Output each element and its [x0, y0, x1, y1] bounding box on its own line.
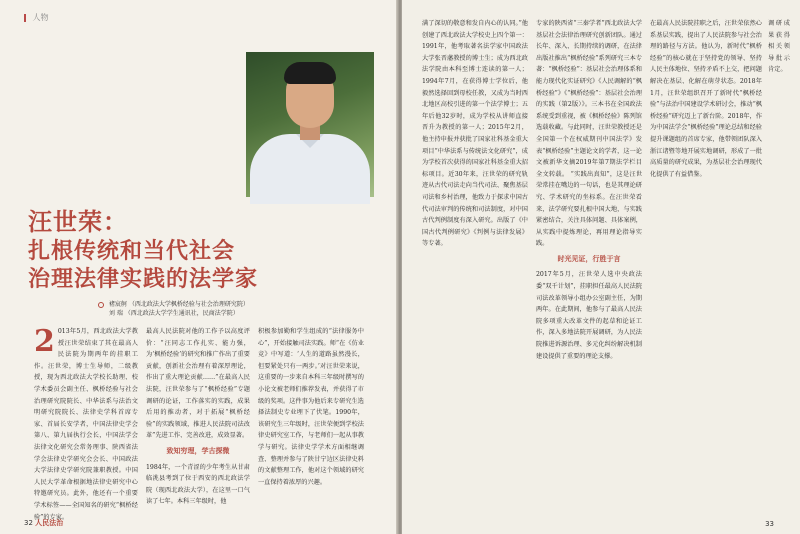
magazine-name: 人民法治 — [35, 519, 64, 527]
right-column-1 — [422, 18, 528, 516]
author-1-name: 褚宸舸 — [108, 301, 127, 308]
right-column-2 — [536, 18, 642, 516]
right-column-1-text: 满了深切的敬意和发自内心的认同。”他创建了西北政法大学校史上四个第一：1991年，他考取著名法学家中国政法大学张晋藩教授的博士生；成为西北政法学院由本科至博士连读的第一人；1994年7月，在获得博士学位后，他毅然选择回到母校任教，又成为当时西北地区高校引进的第一个法学博士；五年后他32岁时，成为学校从讲师直接晋升为教授的第一人；2015年2月，他主持申报并获批了国家社科基金重大项目“中华法系与传统法文化研究”，成为学校首次获得的国家社科基金重大招标项目。近30年来，汪世荣的研究轨迹从古代司法走向当代司法、聚焦基层司法和乡村治理，他致力于探求中国古代司法审判的传统和司法制度，对中国古代判例制度有深入研究。出版了《中国古代判例研究》《判例与法律发展》等专著。 — [422, 20, 528, 248]
left-column-3 — [258, 326, 364, 516]
author-bullet-icon — [98, 302, 104, 308]
right-column-3-text: 在最高人民法院挂职之后，汪世荣依然心系基层实践，提出了人民法院参与社会治理的路径与方法。他认为，新时代“枫桥经验”的核心就在于坚持党的领导、坚持人民主体地位、坚持矛盾不上交，把问题解决在基层、化解在萌芽状态。2018年1月，汪世荣组织召开了新时代“枫桥经验”与法治中国建设学术研讨会，推动“枫桥经验”研究迈上了新台阶。2018年，作为中国法学会“枫桥经验”理论总结和经验提升课题组的首席专家，他带领团队深入浙江诸暨等地开展实地调研，形成了一批高质量的研究成果，为基层社会治理现代化提供了有益借鉴。 — [650, 20, 762, 178]
subheading-2: 时光见证，行胜于言 — [557, 254, 621, 263]
title-line-3: 治理法律实践的法学家 — [28, 267, 259, 292]
section-marker-icon — [24, 14, 26, 22]
drop-cap: 2 — [34, 324, 55, 359]
left-column-1 — [34, 324, 138, 521]
author-2-affiliation: （西北政法大学学生通讯社，民商法学院） — [124, 310, 239, 317]
title-line-2: 扎根传统和当代社会 — [28, 239, 236, 264]
right-column-2-text: 专家的陕西省“三秦学者”西北政法大学基层社会法律治理研究创新团队。通过长年、深入、长期持续的调研，在法律出版社推出“枫桥经验”系列研究三本专著：“枫桥经验”：基层社会治理体系和能力现代化实证研究》《人民调解的“枫桥经验”》《“枫桥经验”：基层社会治理的实践（第2版）》。三本书在全国政法系统受到重视，被《枫桥经验》陈列馆选载收藏。与此同时，汪世荣教授还是全国第一个在权威期刊中国法学》发表“枫桥经验”主题论文的学者，这一论文被新华文摘2019年第7期法学栏目全文转载。 — [536, 20, 642, 178]
portrait-hair — [284, 62, 336, 84]
left-column-2 — [146, 326, 250, 516]
right-column-4-text: 调研成果获得相关领导批示肯定。 — [768, 20, 790, 74]
right-column-4 — [768, 18, 790, 516]
left-page-number: 32 — [24, 519, 33, 527]
subheading-1: 致知穷理，学古探微 — [166, 446, 230, 455]
author-2-name: 刘 瑞 — [108, 310, 123, 317]
right-column-2-quote: “实践出真知”，这是汪世荣常挂在嘴边的一句话，也是其理论研究、学术研究的坐标系。在汪世荣看来，法学研究要扎根中国大地，与实践紧密结合，关注具体问题、具体案例，从实践中提炼理论，再用理论指导实践。 — [536, 170, 643, 248]
author-byline — [98, 300, 249, 318]
left-column-1-text: 013年5月，西北政法大学教授汪世荣结束了其在最高人民法院为期两年的挂职工作。汪世荣，博士生导师，二级教授，现为西北政法大学校长助理、校学术委员会副主任、枫桥经验与社会治理研究院院长、中华法系与法治文明研究院院长、法律史学科首席专家、首届长安学者，中国法律史学会第八、第九届执行会长，中国法学会法律文化研究会常务理事、陕西省法学会法律史学研究会会长、中国政法大学法律史学研究院兼职教授。中国人民大学革命根据地法律史研究中心特邀研究员。此外，他还有一个重要学术标签——全国知名的研究“枫桥经验”的专家。 — [34, 328, 138, 521]
author-1-affiliation: （西北政法大学枫桥经验与社会治理研究院） — [128, 301, 249, 308]
left-page — [0, 0, 398, 534]
left-column-2-text-a: 最高人民法院对他的工作予以高度评价：“汪同志工作扎实、能力强，为‘枫桥经验’的研究和推广作出了重要贡献，创新社会治理有着深厚理论，作出了重大理论贡献……”在最高人民法院，汪世荣参与了“枫桥经验”专题调研的论证，工作落实的实践，成果后用的推动者，对于拓展“枫桥经验”的实践领域，推进人民法院司法改革”先进工作、完善改进，成效显著。 — [146, 328, 250, 440]
left-footer — [24, 518, 63, 528]
right-column-3 — [650, 18, 762, 516]
section-label — [24, 12, 49, 23]
article-title — [28, 208, 258, 294]
portrait-photo — [246, 52, 374, 197]
left-column-3-text: 积极参加勤和学生组成的“法律服务中心”，开始接触司法实践。师“在《仿业竞》中写道：‘人生的道路虽然漫长，但要紧处只有一两步。’对汪世荣来说，这重要的一步来自本科三年级时撰写的小论文被老师们推荐发表，并获得了市级的奖项。这件事为他后来专研究生选择法制史专业埋下了伏笔。1990年，该研究生三年级时，汪世荣便到学校法律史研究室工作，与老师们一起从事教学与研究。法律史学学术方面相继调查、整理并参与了陕甘宁边区法律史料的文献整理工作，他对这个领域的研究一直保持着浓厚的兴趣。 — [258, 328, 364, 486]
right-footer — [765, 520, 774, 528]
left-column-2-text-b: 1984年，一个青涩的少年考生从甘肃临洮县考到了位于西安的西北政法学院（现西北政法大学），在这里一口气读了七年。本科三年级时，他 — [146, 463, 250, 506]
right-column-2-text-b: 2017年5月，汪世荣人选中央政法委“双千计划”，挂职担任最高人民法院司法改革领导小组办公室副主任，为期两年。在此期间，他参与了最高人民法院多项重大改革文件的起草和论证工作，深入多地法院开展调研，为人民法院推进诉源治理、多元化纠纷解决机制建设提供了重要的理论支撑。 — [536, 271, 642, 360]
author-1 — [98, 300, 249, 309]
right-page-number: 33 — [765, 520, 774, 528]
author-2 — [98, 309, 249, 318]
right-page — [402, 0, 800, 534]
title-line-1: 汪世荣： — [28, 208, 128, 236]
section-label-text: 人物 — [32, 13, 49, 22]
